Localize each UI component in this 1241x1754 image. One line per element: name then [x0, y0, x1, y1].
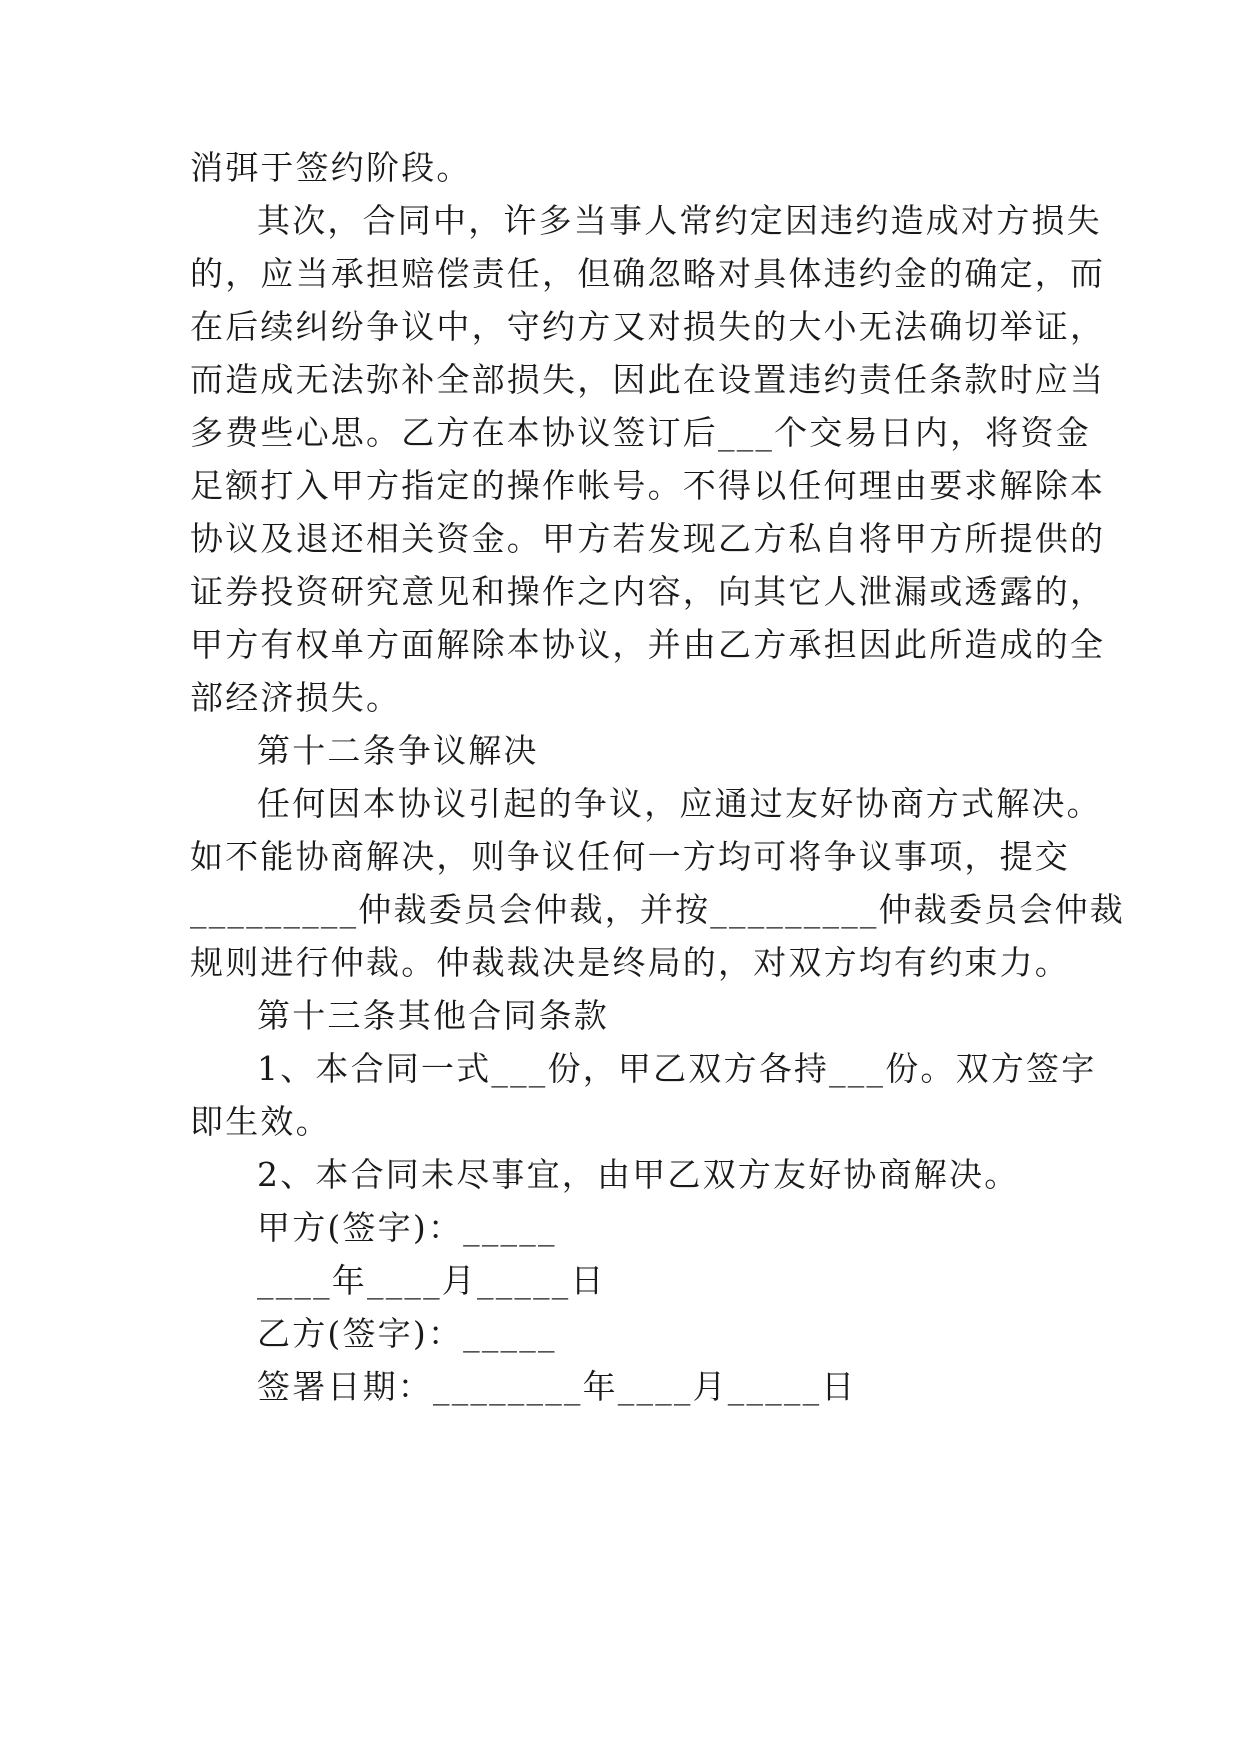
- paragraph-line: 而造成无法弥补全部损失，因此在设置违约责任条款时应当: [190, 360, 1106, 399]
- paragraph-line: 甲方有权单方面解除本协议，并由乙方承担因此所造成的全: [190, 625, 1106, 664]
- section-heading: 第十二条争议解决: [257, 731, 539, 770]
- paragraph-line: 多费些心思。乙方在本协议签订后___个交易日内，将资金: [190, 413, 1091, 452]
- paragraph-line: 部经济损失。: [190, 678, 402, 717]
- paragraph-line: 其次，合同中，许多当事人常约定因违约造成对方损失: [257, 201, 1102, 240]
- paragraph-line: 任何因本协议引起的争议，应通过友好协商方式解决。: [257, 784, 1102, 823]
- section-heading: 第十三条其他合同条款: [257, 996, 609, 1035]
- paragraph-line: 如不能协商解决，则争议任何一方均可将争议事项，提交: [190, 837, 1070, 876]
- signing-date: 签署日期：________年____月_____日: [257, 1367, 857, 1406]
- signature-party-b: 乙方(签字)：_____: [257, 1314, 557, 1353]
- paragraph-line: 1、本合同一式___份，甲乙双方各持___份。双方签字: [257, 1049, 1097, 1088]
- paragraph-line: 消弭于签约阶段。: [190, 148, 472, 187]
- paragraph-line: 在后续纠纷争议中，守约方又对损失的大小无法确切举证，: [190, 307, 1106, 346]
- signature-party-a: 甲方(签字)：_____: [257, 1208, 557, 1247]
- paragraph-line: 证券投资研究意见和操作之内容，向其它人泄漏或透露的，: [190, 572, 1106, 611]
- paragraph-line: 2、本合同未尽事宜，由甲乙双方友好协商解决。: [257, 1155, 1020, 1194]
- paragraph-line: 协议及退还相关资金。甲方若发现乙方私自将甲方所提供的: [190, 519, 1106, 558]
- signature-date-a: ____年____月_____日: [257, 1261, 606, 1300]
- paragraph-line: 规则进行仲裁。仲裁裁决是终局的，对双方均有约束力。: [190, 943, 1070, 982]
- paragraph-line: _________仲裁委员会仲裁，并按_________仲裁委员会仲裁: [190, 890, 1125, 929]
- paragraph-line: 的，应当承担赔偿责任，但确忽略对具体违约金的确定，而: [190, 254, 1106, 293]
- paragraph-line: 足额打入甲方指定的操作帐号。不得以任何理由要求解除本: [190, 466, 1106, 505]
- paragraph-line: 即生效。: [190, 1102, 331, 1141]
